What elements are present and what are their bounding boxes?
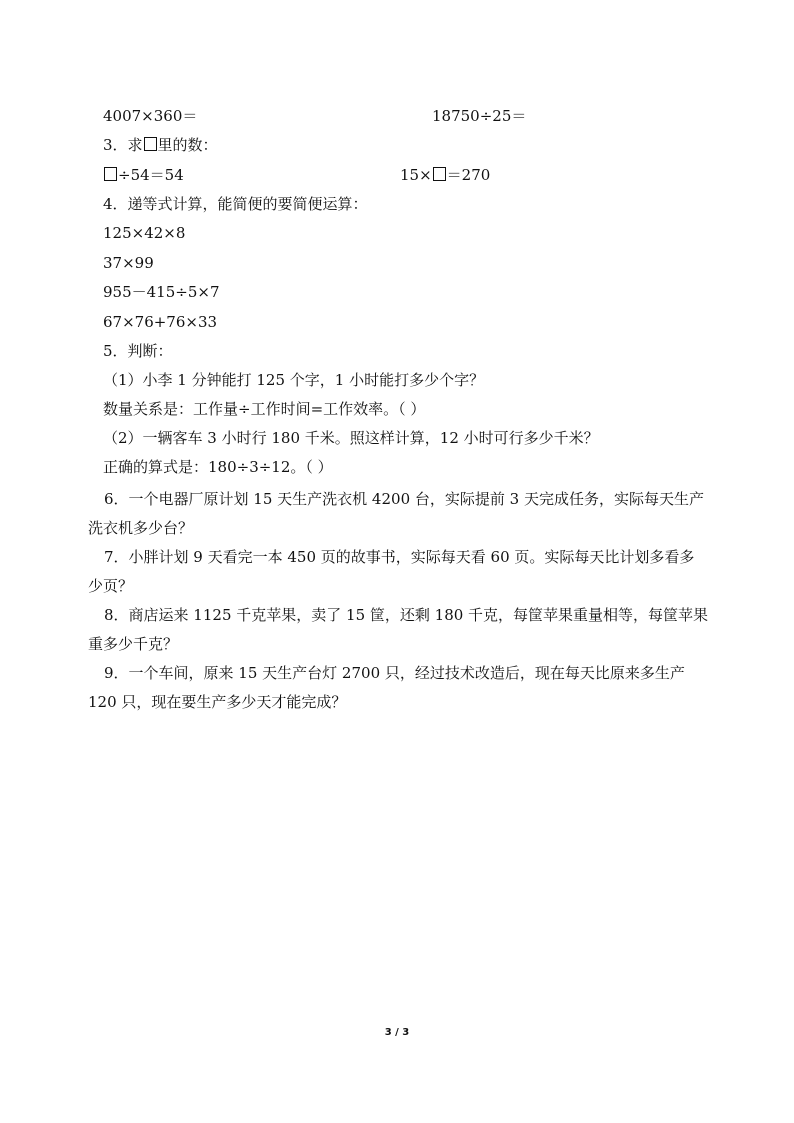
question-3-right-equation bbox=[400, 165, 490, 185]
question-8-line1: 8．商店运来 1125 千克苹果，卖了 15 筐，还剩 180 千克，每筐苹果重量相等，每筐苹果 bbox=[104, 606, 709, 624]
q5-part2-statement: 正确的算式是：180÷3÷12。（ ） bbox=[103, 458, 333, 476]
question-8-line2: 重多少千克？ bbox=[88, 635, 179, 653]
blank-box-icon bbox=[144, 137, 157, 151]
blank-box-icon bbox=[104, 167, 117, 181]
question-9-line2: 120 只，现在要生产多少天才能完成？ bbox=[88, 693, 347, 711]
q5-part2-question: （2）一辆客车 3 小时行 180 千米。照这样计算，12 小时可行多少千米？ bbox=[103, 429, 599, 447]
q5-part1-statement: 数量关系是：工作量÷工作时间=工作效率。（ ） bbox=[103, 400, 426, 418]
q4-item: 955－415÷5×7 bbox=[103, 283, 220, 301]
equation-right-head: 15× bbox=[400, 166, 432, 184]
question-3-left-equation bbox=[103, 165, 184, 185]
q5-part1-question: （1）小李 1 分钟能打 125 个字，1 小时能打多少个字？ bbox=[103, 371, 485, 389]
question-6-line2: 洗衣机多少台？ bbox=[88, 519, 194, 537]
blank-box-icon bbox=[433, 167, 446, 181]
q4-item: 125×42×8 bbox=[103, 224, 186, 242]
question-7-line2: 少页？ bbox=[88, 577, 134, 595]
question-7-line1: 7．小胖计划 9 天看完一本 450 页的故事书，实际每天看 60 页。实际每天比计划多看多 bbox=[104, 548, 695, 566]
expr-4007x360: 4007×360＝ bbox=[103, 107, 198, 125]
equation-left-tail: ÷54＝54 bbox=[118, 166, 184, 184]
equation-right-tail: ＝270 bbox=[446, 166, 491, 184]
expr-18750div25: 18750÷25＝ bbox=[432, 107, 527, 125]
question-3-title bbox=[103, 135, 218, 155]
q4-item: 37×99 bbox=[103, 254, 154, 272]
question-3-suffix: 里的数： bbox=[157, 136, 218, 154]
q4-item: 67×76+76×33 bbox=[103, 313, 218, 331]
page-number: 3 / 3 bbox=[384, 1027, 410, 1038]
question-9-line1: 9．一个车间，原来 15 天生产台灯 2700 只，经过技术改造后，现在每天比原来多生产 bbox=[104, 664, 685, 682]
question-3-prefix: 3．求 bbox=[103, 136, 143, 154]
question-6-line1: 6．一个电器厂原计划 15 天生产洗衣机 4200 台，实际提前 3 天完成任务，实际每天生产 bbox=[104, 490, 704, 508]
question-5-title: 5．判断： bbox=[103, 342, 173, 360]
question-4-title: 4．递等式计算，能简便的要简便运算： bbox=[103, 195, 368, 213]
